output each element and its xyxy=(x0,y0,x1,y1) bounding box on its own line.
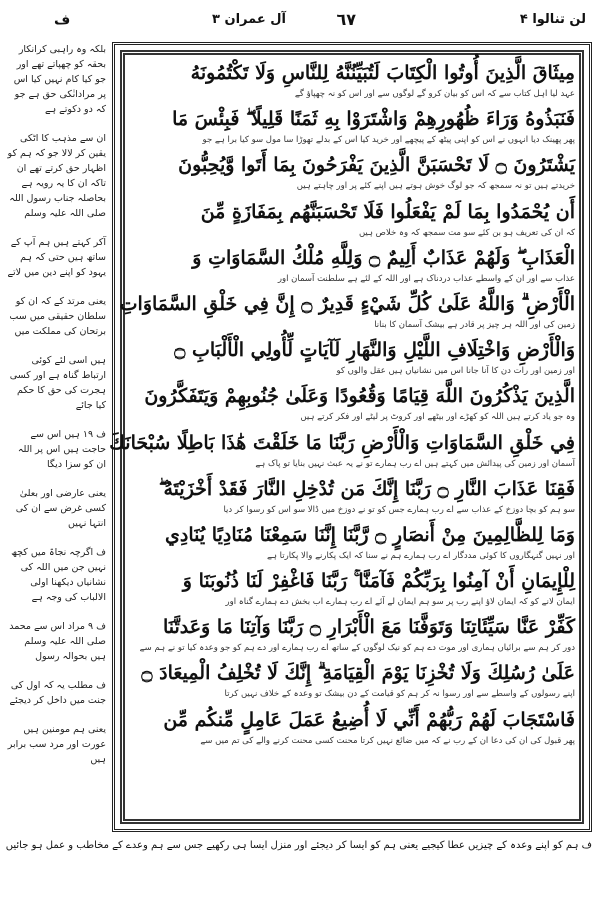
margin-commentary xyxy=(6,42,106,822)
section-marker: ف xyxy=(54,12,71,28)
translation-text: کہ ان کی تعریف ہو بن کئے سو مت سمجھ کہ وہ خلاص ہیں xyxy=(358,227,575,238)
arabic-text: كَفِّرْ عَنَّا سَيِّئَاتِنَا وَتَوَفَّنَا مَعَ الْأَبْرَارِ ۝ رَبَّنَا وَآتِنَا مَا وَعَدتَّنَا xyxy=(162,616,575,639)
verse-line xyxy=(129,151,575,197)
margin-note: یعنی مرتد کے کہ ان کو سلطان حقیقی میں سب برتحان کی مملکت میں xyxy=(9,296,106,337)
verse-line xyxy=(129,244,575,290)
translation-text: عہد لیا اہل کتاب سے کہ اس کو بیان کرو گے لوگوں سے اور اس کو نہ چھپاؤ گے xyxy=(294,89,575,99)
translation-text: اور نہیں گنہگاروں کا کوئی مددگار اے رب ہمارے ہم نے سنا کہ ایک پکارنے والا پکارتا ہے xyxy=(266,550,575,561)
translation-text: وہ جو یاد کرتے ہیں اللہ کو کھڑے اور بیٹھے اور کروٹ پر لیٹے اور فکر کرتے ہیں xyxy=(300,412,575,423)
verse-line xyxy=(109,429,575,475)
margin-note: ف اگرچہ نجاۃ میں کچھ نہیں جن میں اللہ کی نشانیاں دیکھنا اولی الالباب کی وجہ ہے xyxy=(11,547,106,603)
margin-note: یعنی ہم مومنین ہیں عورت اور مرد سب برابر ہیں xyxy=(7,724,106,765)
verse-line xyxy=(129,105,575,151)
arabic-text: فَنَبَذُوهُ وَرَاءَ ظُهُورِهِمْ وَاشْتَرَوْا بِهِ ثَمَنًا قَلِيلًا ۖ فَبِئْسَ مَا xyxy=(172,108,575,131)
arabic-text: وَالْأَرْضِ وَاخْتِلَافِ اللَّيْلِ وَالنَّهَارِ لَآيَاتٍ لِّأُولِي الْأَلْبَابِ ۝ xyxy=(174,339,575,362)
margin-note: ف مطلب یہ کہ اول کی جنت میں داخل کر دیجئے xyxy=(9,680,106,706)
arabic-text: فِي خَلْقِ السَّمَاوَاتِ وَالْأَرْضِ رَبَّنَا مَا خَلَقْتَ هَٰذَا بَاطِلًا سُبْحَانَكَ xyxy=(109,431,575,454)
quran-text xyxy=(109,59,575,815)
margin-note: یعنی عارضی اور بعلیٰ کسی غرض سے ان کی انتہا نہیں xyxy=(15,488,106,529)
translation-text: سو ہم کو بچا دوزخ کے عذاب سے اے رب ہمارے جس کو تو نے دوزخ میں ڈالا سو اس کو رسوا کر دیا xyxy=(223,504,575,515)
arabic-text: يَشْتَرُونَ ۝ لَا تَحْسَبَنَّ الَّذِينَ يَفْرَحُونَ بِمَا أَتَوا وَّيُحِبُّونَ xyxy=(178,154,575,177)
arabic-text: أَن يُحْمَدُوا بِمَا لَمْ يَفْعَلُوا فَلَا تَحْسَبَنَّهُم بِمَفَازَةٍ مِّنَ xyxy=(200,200,575,223)
verse-line xyxy=(119,290,575,336)
translation-text: دور کر ہم سے برائیاں ہماری اور موت دے ہم کو نیک لوگوں کے ساتھ اے رب ہمارے اور دے ہم کو جو وعدہ کیا تو نے ہم سے xyxy=(139,643,575,654)
translation-text: آسمان اور زمین کی پیدائش میں کہتے ہیں اے رب ہمارے تو نے یہ عبث نہیں بنایا تو پاک ہے xyxy=(255,458,575,469)
verse-line xyxy=(129,521,575,567)
margin-note: بلکہ وہ راہبی کرانکار بحقہ کو چھپاتے تھے اور جو کیا کام نہیں کیا اس پر مرادانٰکی حق ہے جو کہ دو دکوتے ہے xyxy=(13,44,106,115)
translation-text: خریدتے ہیں تو نہ سمجھ کہ جو لوگ خوش ہوتے ہیں اپنے کئے پر اور چاہتے ہیں xyxy=(296,181,575,192)
arabic-text: الْعَذَابِ ۖ وَلَهُمْ عَذَابٌ أَلِيمٌ ۝ وَلِلَّهِ مُلْكُ السَّمَاوَاتِ وَ xyxy=(192,246,575,269)
page-header xyxy=(14,10,586,36)
translation-text: ایمان لانے کو کہ ایمان لاؤ اپنے رب پر سو ہم ایمان لے آئے اے رب ہمارے اب بخش دے ہمارے گناہ اور xyxy=(225,597,575,608)
verse-line xyxy=(129,613,575,659)
verse-line xyxy=(129,706,575,752)
arabic-text: فَقِنَا عَذَابَ النَّارِ ۝ رَبَّنَا إِنَّكَ مَن تُدْخِلِ النَّارَ فَقَدْ أَخْزَيْتَهُ ۖ xyxy=(158,477,575,500)
translation-text: زمین کی اور اللہ ہر چیز پر قادر ہے بیشک آسمان کا بنانا xyxy=(374,319,575,330)
arabic-text: الْأَرْضِ ۗ وَاللَّهُ عَلَىٰ كُلِّ شَيْءٍ قَدِيرٌ ۝ إِنَّ فِي خَلْقِ السَّمَاوَاتِ xyxy=(119,292,575,315)
arabic-text: وَمَا لِلظَّالِمِينَ مِنْ أَنصَارٍ ۝ رَّبَّنَا إِنَّنَا سَمِعْنَا مُنَادِيًا يُنَادِي xyxy=(165,523,575,546)
verse-line xyxy=(129,382,575,428)
verse-line xyxy=(129,475,575,521)
verse-line xyxy=(129,659,575,705)
arabic-text: فَاسْتَجَابَ لَهُمْ رَبُّهُمْ أَنِّي لَا أُضِيعُ عَمَلَ عَامِلٍ مِّنكُم مِّن xyxy=(163,708,575,731)
verse-line xyxy=(129,567,575,613)
arabic-text: مِيثَاقَ الَّذِينَ أُوتُوا الْكِتَابَ لَتُبَيِّنُنَّهُ لِلنَّاسِ وَلَا تَكْتُمُونَهُ xyxy=(190,62,575,84)
verse-line xyxy=(129,198,575,244)
margin-note: ہیں اسی لئے کوئی ارتباط گناہ ہے اور کسی ہجرت کی حق کا حکم کیا جائے xyxy=(9,355,106,411)
arabic-text: الَّذِينَ يَذْكُرُونَ اللَّهَ قِيَامًا وَقُعُودًا وَعَلَىٰ جُنُوبِهِمْ وَيَتَفَكَّرُونَ xyxy=(144,385,575,408)
surah-title: آل عمران ٣ xyxy=(212,12,286,27)
translation-text: اپنے رسولوں کے واسطے سے اور رسوا نہ کر ہم کو قیامت کے دن بیشک تو وعدہ کے خلاف نہیں کرتا xyxy=(224,689,575,700)
page-number: ٦٧ xyxy=(336,10,356,29)
margin-note: ف ۹ مراد اس سے محمد صلی اللہ علیہ وسلم ہیں بحوالہ رسول xyxy=(9,621,106,662)
verse-line xyxy=(129,336,575,382)
translation-text: پھر پھینک دیا انہوں نے اس کو اپنی پیٹھ کے پیچھے اور خرید کیا اس کے بدلے تھوڑا سا مول سو کیا برا ہے جو xyxy=(202,135,575,146)
translation-text: عذاب سے اور ان کے واسطے عذاب دردناک ہے اور اللہ کے لئے ہے سلطنت آسمان اور xyxy=(277,273,575,284)
arabic-text: عَلَىٰ رُسُلِكَ وَلَا تُخْزِنَا يَوْمَ الْقِيَامَةِ ۗ إِنَّكَ لَا تُخْلِفُ الْمِيعَادَ ۝ xyxy=(141,662,575,685)
translation-text: پھر قبول کی ان کی دعا ان کے رب نے کہ میں ضائع نہیں کرتا محنت کسی محنت کرنے والے کی تم میں سے xyxy=(200,735,575,746)
margin-note: آکر کہتے ہیں ہم آپ کے ساتھ ہیں حتی کہ ہم یہود کو اپنے دین میں لاتے xyxy=(7,237,106,278)
verse-line xyxy=(129,59,575,105)
arabic-text: لِلْإِيمَانِ أَنْ آمِنُوا بِرَبِّكُمْ فَآمَنَّا ۚ رَبَّنَا فَاغْفِرْ لَنَا ذُنُوبَنَا وَ xyxy=(182,570,575,593)
translation-text: اور زمین اور رات دن کا آنا جانا اس میں نشانیاں ہیں عقل والوں کو xyxy=(336,366,575,377)
margin-note: ان سے مذہب کا اٹکی یقین کر لالا جو کہ ہم کو اظہار حق کرتے تھے ان تاکہ ان کا یہ رویہ ہے بحاصلہ جناب رسول اللہ صلی اللہ علیہ وسلم xyxy=(7,133,106,219)
margin-note: ف ۱۹ ہیں اس سے حاجت ہیں اس پر اللہ ان کو سزا دیگا xyxy=(17,429,106,470)
quran-text-frame xyxy=(109,42,592,832)
page-footnote: ف ہم کو اپنے وعدہ کے چیزیں عطا کیجیے یعنی ہم کو ایسا کر دیجئے اور منزل ایسا ہی رکھیے جس سے ہم وعدے کے مخاطب و عمل ہو جائیں xyxy=(5,840,592,851)
juz-title: لن تنالوا ۴ xyxy=(519,12,586,27)
